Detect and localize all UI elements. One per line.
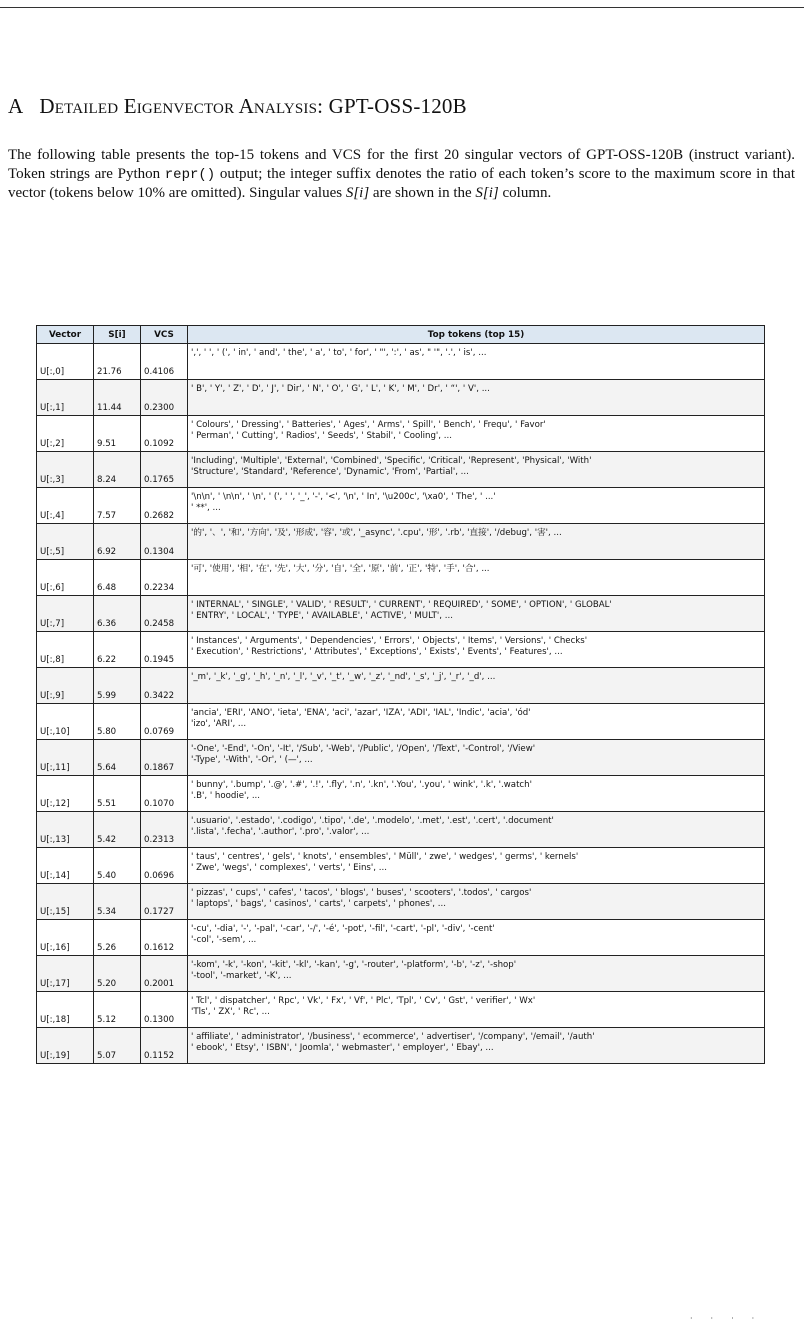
singular-value-cell: 6.22	[94, 632, 141, 668]
table-body	[37, 344, 765, 1064]
table-row	[37, 452, 765, 488]
vector-cell: U[:,6]	[37, 560, 94, 596]
table-row	[37, 488, 765, 524]
vcs-cell: 0.1727	[141, 884, 188, 920]
tokens-line: '.lista', '.fecha', '.author', '.pro', '.valor', ...	[191, 826, 370, 837]
tokens-line: ' Perman', ' Cutting', ' Radios', ' Seeds', ' Stabil', ' Cooling', ...	[191, 430, 452, 441]
tokens-line: '-tool', '-market', '-K', ...	[191, 970, 292, 981]
vector-cell: U[:,9]	[37, 668, 94, 704]
vector-cell: U[:,14]	[37, 848, 94, 884]
tokens-cell	[188, 560, 765, 596]
tokens-cell	[188, 344, 765, 380]
vector-cell: U[:,7]	[37, 596, 94, 632]
singular-value-cell: 6.48	[94, 560, 141, 596]
singular-value-cell: 5.51	[94, 776, 141, 812]
table-row	[37, 704, 765, 740]
tokens-line: '-kom', '-k', '-kon', '-kit', '-kl', '-kan', '-g', '-router', '-platform', '-b', '-z', '-shop'	[191, 960, 517, 970]
vector-cell: U[:,11]	[37, 740, 94, 776]
tokens-cell	[188, 740, 765, 776]
table-row	[37, 380, 765, 416]
tokens-line: 'ancia', 'ERI', 'ANO', 'ieta', 'ENA', 'aci', 'azar', 'IZA', 'ADI', 'IAL', 'Indic', 'acia', 'ód'	[191, 708, 531, 718]
tokens-line: 'Including', 'Multiple', 'External', 'Combined', 'Specific', 'Critical', 'Represent', 'Physical', 'With'	[191, 456, 592, 466]
tokens-line: 'izo', 'ARI', ...	[191, 718, 247, 729]
tokens-cell	[188, 848, 765, 884]
vector-cell: U[:,2]	[37, 416, 94, 452]
header-s: S[i]	[94, 326, 141, 344]
intro-text-2: output; the integer suffix denotes the ratio of each token’s score to the maximum score in that vector (tokens below 10% are omitted). Singular values	[8, 165, 795, 201]
vcs-cell: 0.1304	[141, 524, 188, 560]
tokens-line: ' Execution', ' Restrictions', ' Attributes', ' Exceptions', ' Exists', ' Events', ' Features', ...	[191, 646, 563, 657]
table-row	[37, 776, 765, 812]
tokens-cell	[188, 920, 765, 956]
table-row	[37, 524, 765, 560]
singular-value-cell: 5.07	[94, 1028, 141, 1064]
singular-value-cell: 6.36	[94, 596, 141, 632]
table-row	[37, 740, 765, 776]
tokens-line: '-One', '-End', '-On', '-It', '/Sub', '-Web', '/Public', '/Open', '/Text', '-Control', '/View'	[191, 744, 536, 754]
singular-value-cell: 21.76	[94, 344, 141, 380]
vector-cell: U[:,15]	[37, 884, 94, 920]
tokens-line: ' laptops', ' bags', ' casinos', ' carts', ' carpets', ' phones', ...	[191, 898, 446, 909]
tokens-line: '.B', ' hoodie', ...	[191, 790, 261, 801]
vcs-cell: 0.1152	[141, 1028, 188, 1064]
singular-value-cell: 7.57	[94, 488, 141, 524]
vcs-cell: 0.4106	[141, 344, 188, 380]
tokens-cell	[188, 596, 765, 632]
singular-value-cell: 5.26	[94, 920, 141, 956]
table-row	[37, 560, 765, 596]
vcs-cell: 0.1945	[141, 632, 188, 668]
tokens-cell	[188, 776, 765, 812]
tokens-cell	[188, 956, 765, 992]
vector-cell: U[:,19]	[37, 1028, 94, 1064]
tokens-cell	[188, 704, 765, 740]
table-row	[37, 812, 765, 848]
table-row	[37, 596, 765, 632]
page-footer-marks: ····	[690, 1314, 773, 1323]
tokens-line: '-Type', '-With', '-Or', ' (—', ...	[191, 754, 313, 765]
vector-cell: U[:,17]	[37, 956, 94, 992]
tokens-cell	[188, 632, 765, 668]
tokens-cell	[188, 452, 765, 488]
vcs-cell: 0.2682	[141, 488, 188, 524]
singular-value-cell: 5.99	[94, 668, 141, 704]
singular-value-cell: 11.44	[94, 380, 141, 416]
vcs-cell: 0.2458	[141, 596, 188, 632]
intro-text-4: column.	[498, 185, 552, 201]
tokens-line: ',', ' ', ' (', ' in', ' and', ' the', ' a', ' to', ' for', ' "', ':', ' as', " '", '.', ' is', ...	[191, 348, 487, 358]
section-title	[8, 94, 788, 118]
vcs-cell: 0.0769	[141, 704, 188, 740]
tokens-line: ' ebook', ' Etsy', ' ISBN', ' Joomla', ' webmaster', ' employer', ' Ebay', ...	[191, 1042, 494, 1053]
tokens-line: ' INTERNAL', ' SINGLE', ' VALID', ' RESULT', ' CURRENT', ' REQUIRED', ' SOME', ' OPTION', ' GLOBAL'	[191, 600, 612, 610]
tokens-line: 'Tls', ' ZX', ' Rc', ...	[191, 1006, 270, 1017]
singular-value-cell: 5.64	[94, 740, 141, 776]
vcs-cell: 0.2313	[141, 812, 188, 848]
singular-value-cell: 6.92	[94, 524, 141, 560]
vector-cell: U[:,0]	[37, 344, 94, 380]
vcs-cell: 0.1070	[141, 776, 188, 812]
eigenvector-table	[36, 325, 765, 1064]
singular-value-cell: 5.12	[94, 992, 141, 1028]
tokens-line: ' bunny', '.bump', '.@', '.#', '.!', '.fly', '.n', '.kn', '.You', '.you', ' wink', '.k', '.watch'	[191, 780, 532, 790]
singular-value-cell: 5.20	[94, 956, 141, 992]
header-tokens: Top tokens (top 15)	[188, 326, 765, 344]
tokens-line: ' Instances', ' Arguments', ' Dependencies', ' Errors', ' Objects', ' Items', ' Versions', ' Checks'	[191, 636, 588, 646]
header-rule	[0, 7, 804, 8]
tokens-line: 'Structure', 'Standard', 'Reference', 'Dynamic', 'From', 'Partial', ...	[191, 466, 469, 477]
vector-cell: U[:,10]	[37, 704, 94, 740]
table-row	[37, 956, 765, 992]
tokens-line: '-cu', '-dia', '-', '-pal', '-car', '-/', '-é', '-pot', '-fil', '-cart', '-pl', '-div', '-cent'	[191, 924, 495, 934]
singular-value-cell: 8.24	[94, 452, 141, 488]
table-row	[37, 884, 765, 920]
tokens-line: ' pizzas', ' cups', ' cafes', ' tacos', ' blogs', ' buses', ' scooters', '.todos', ' cargos'	[191, 888, 532, 898]
tokens-line: ' Colours', ' Dressing', ' Batteries', ' Ages', ' Arms', ' Spill', ' Bench', ' Frequ', ' Favor'	[191, 420, 546, 430]
tokens-line: ' taus', ' centres', ' gels', ' knots', ' ensembles', ' Müll', ' zwe', ' wedges', ' germs', ' kernels'	[191, 852, 579, 862]
tokens-cell	[188, 380, 765, 416]
intro-math: S[i]	[345, 185, 370, 201]
tokens-cell	[188, 668, 765, 704]
tokens-line: ' Zwe', 'wegs', ' complexes', ' verts', ' Eins', ...	[191, 862, 387, 873]
vector-cell: U[:,13]	[37, 812, 94, 848]
tokens-cell	[188, 884, 765, 920]
tokens-line: '可', '使用', '相', '在', '先', '大', '分', '自', '全', '原', '前', '正', '特', '手', '合', ...	[191, 564, 490, 574]
vector-cell: U[:,1]	[37, 380, 94, 416]
tokens-line: ' **', ...	[191, 502, 221, 513]
table-row	[37, 416, 765, 452]
table-row	[37, 344, 765, 380]
singular-value-cell: 5.34	[94, 884, 141, 920]
vector-cell: U[:,3]	[37, 452, 94, 488]
vector-cell: U[:,8]	[37, 632, 94, 668]
vector-cell: U[:,5]	[37, 524, 94, 560]
table-header-row	[37, 326, 765, 344]
tokens-line: ' affiliate', ' administrator', '/business', ' ecommerce', ' advertiser', '/company', '/email', '/auth'	[191, 1032, 595, 1042]
tokens-cell	[188, 992, 765, 1028]
tokens-line: ' Tcl', ' dispatcher', ' Rpc', ' Vk', ' Fx', ' Vf', ' Plc', 'Tpl', ' Cv', ' Gst', ' verifier', ' Wx'	[191, 996, 536, 1006]
vcs-cell: 0.1612	[141, 920, 188, 956]
singular-value-cell: 5.80	[94, 704, 141, 740]
header-vcs: VCS	[141, 326, 188, 344]
table-row	[37, 920, 765, 956]
intro-text-1: The following table presents the top-15 tokens and VCS for the first 20 singular vectors of GPT-OSS-120B (instruct variant). Token strings are Python	[8, 147, 795, 182]
vcs-cell: 0.2001	[141, 956, 188, 992]
singular-value-cell: 5.42	[94, 812, 141, 848]
intro-column-ref: S[i]	[475, 185, 499, 201]
tokens-cell	[188, 1028, 765, 1064]
vcs-cell: 0.2300	[141, 380, 188, 416]
tokens-cell	[188, 488, 765, 524]
table-row	[37, 992, 765, 1028]
vector-cell: U[:,16]	[37, 920, 94, 956]
vcs-cell: 0.1867	[141, 740, 188, 776]
table-row	[37, 848, 765, 884]
header-vector: Vector	[37, 326, 94, 344]
tokens-line: ' ENTRY', ' LOCAL', ' TYPE', ' AVAILABLE', ' ACTIVE', ' MULT', ...	[191, 610, 453, 621]
singular-value-cell: 9.51	[94, 416, 141, 452]
intro-text-3: are shown in the	[369, 185, 476, 201]
tokens-line: '-col', '-sem', ...	[191, 934, 257, 945]
singular-value-cell: 5.40	[94, 848, 141, 884]
vcs-cell: 0.1092	[141, 416, 188, 452]
vector-cell: U[:,12]	[37, 776, 94, 812]
tokens-line: '.usuario', '.estado', '.codigo', '.tipo', '.de', '.modelo', '.met', '.est', '.cert', '.document'	[191, 816, 554, 826]
section-number: A	[8, 94, 24, 118]
tokens-cell	[188, 812, 765, 848]
vcs-cell: 0.3422	[141, 668, 188, 704]
intro-paragraph	[8, 146, 795, 203]
intro-code: repr()	[164, 166, 216, 183]
tokens-line: '_m', '_k', '_g', '_h', '_n', '_l', '_v', '_t', '_w', '_z', '_nd', '_s', '_j', '_r', '_d', ...	[191, 672, 496, 682]
table-row	[37, 1028, 765, 1064]
vcs-cell: 0.0696	[141, 848, 188, 884]
vector-cell: U[:,18]	[37, 992, 94, 1028]
tokens-line: '\n\n', ' \n\n', ' \n', ' (', ' ', '_', '-', '<', '\n', ' In', '\u200c', '\xa0', ' The', ' ...'	[191, 492, 496, 502]
tokens-cell	[188, 416, 765, 452]
vcs-cell: 0.1765	[141, 452, 188, 488]
vector-cell: U[:,4]	[37, 488, 94, 524]
vcs-cell: 0.1300	[141, 992, 188, 1028]
vcs-cell: 0.2234	[141, 560, 188, 596]
section-title-text: Detailed Eigenvector Analysis: GPT-OSS-120B	[39, 94, 467, 118]
tokens-line: '的', '、', '和', '方向', '及', '形成', '容', '或', '_async', '.cpu', '形', '.rb', '直接', '/debug', '害', ...	[191, 528, 562, 538]
tokens-line: ' B', ' Y', ' Z', ' D', ' J', ' Dir', ' N', ' O', ' G', ' L', ' K', ' M', ' Dr', ' “', ' V', ...	[191, 384, 490, 394]
table-row	[37, 632, 765, 668]
tokens-cell	[188, 524, 765, 560]
table-row	[37, 668, 765, 704]
